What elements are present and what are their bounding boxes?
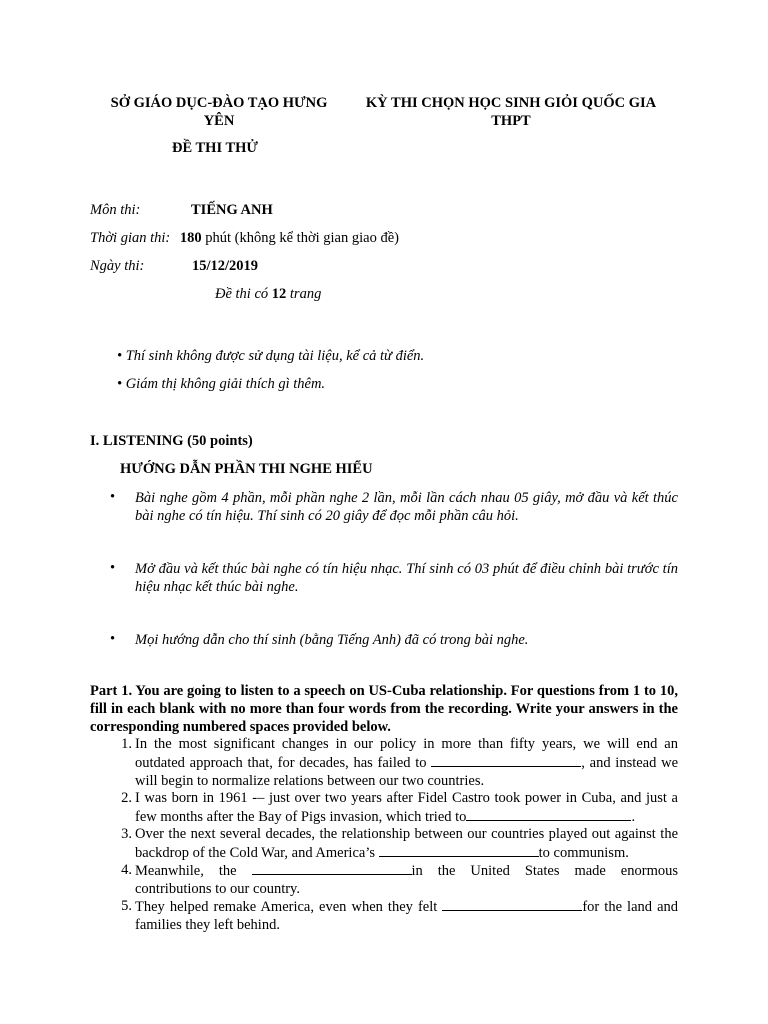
department-header xyxy=(96,94,342,130)
page-count-row xyxy=(215,286,321,303)
instructions-heading: HƯỚNG DẪN PHẦN THI NGHE HIỂU xyxy=(120,461,373,477)
answer-blank-3[interactable] xyxy=(379,843,539,857)
exam-name-header xyxy=(356,94,666,130)
page-count-prefix: Đề thi có xyxy=(215,286,269,302)
instruction-text: Mọi hướng dẫn cho thí sinh (bằng Tiếng Anh) đã có trong bài nghe. xyxy=(135,632,529,648)
subject-label: Môn thi: xyxy=(90,202,141,218)
exam-name-line-2: THPT xyxy=(491,113,531,129)
answer-blank-4[interactable] xyxy=(252,861,412,875)
bullet-icon: • xyxy=(110,560,116,576)
question-text-before: Over the next several decades, the relationship between our countries played out against the backdrop of the Cold War, and America’s xyxy=(135,826,678,861)
question-number: 5. xyxy=(121,898,132,914)
question-text-after: to communism. xyxy=(538,845,629,861)
duration-note: phút (không kể thời gian giao đề) xyxy=(205,230,399,246)
question-text xyxy=(135,825,678,862)
question-text xyxy=(135,789,678,826)
bullet-icon: • xyxy=(110,489,116,505)
question-text-before: In the most significant changes in our policy in more than fifty years, we will end an outdated approach that, for decades, has failed to xyxy=(135,736,678,771)
page-count-suffix: trang xyxy=(289,286,322,302)
question-text-after: for the land and families they left behind. xyxy=(135,899,678,933)
answer-blank-1[interactable] xyxy=(431,753,581,767)
duration-minutes: 180 xyxy=(179,230,202,246)
question-number: 4. xyxy=(121,862,132,878)
trial-exam-label: ĐỀ THI THỬ xyxy=(172,140,258,156)
question-text xyxy=(135,735,678,790)
question-number: 3. xyxy=(121,826,132,842)
question-text-before: They helped remake America, even when they felt xyxy=(135,899,438,915)
question-text-after: , and instead we will begin to normalize relations between our two countries. xyxy=(135,755,678,789)
question-text xyxy=(135,861,678,898)
question-number: 2. xyxy=(121,790,132,806)
duration-label: Thời gian thi: xyxy=(90,230,171,246)
duration-row xyxy=(90,230,399,247)
department-line-2: YÊN xyxy=(203,113,235,129)
instruction-text: Mở đầu và kết thúc bài nghe có tín hiệu nhạc. Thí sinh có 03 phút để điều chỉnh bài trước tín hiệu nhạc kết thúc bài nghe. xyxy=(135,561,678,595)
note-no-explanation: • Giám thị không giải thích gì thêm. xyxy=(117,376,326,392)
note-no-materials: • Thí sinh không được sử dụng tài liệu, kể cả từ điển. xyxy=(117,348,425,364)
question-text-before: Meanwhile, the xyxy=(135,863,237,879)
question-text-before: I was born in 1961 -– just over two years after Fidel Castro took power in Cuba, and just a few months after the Bay of Pigs invasion, which tried to xyxy=(135,790,678,825)
exam-name-line-1: KỲ THI CHỌN HỌC SINH GIỎI QUỐC GIA xyxy=(365,95,657,111)
question-text-after: in the United States made enormous contributions to our country. xyxy=(135,863,678,897)
instruction-text: Bài nghe gồm 4 phần, mỗi phần nghe 2 lần, mỗi lần cách nhau 05 giây, mở đầu và kết thúc bài nghe có tín hiệu. Thí sinh có 20 giây để đọc mỗi phần câu hỏi. xyxy=(135,490,678,524)
date-label: Ngày thi: xyxy=(90,258,145,274)
bullet-icon: • xyxy=(110,631,116,647)
subject-value: TIẾNG ANH xyxy=(191,202,273,218)
department-line-1: SỞ GIÁO DỤC-ĐÀO TẠO HƯNG xyxy=(110,95,328,111)
answer-blank-2[interactable] xyxy=(466,807,631,821)
question-text-after: . xyxy=(631,809,636,825)
answer-blank-5[interactable] xyxy=(442,897,582,911)
section-title: I. LISTENING (50 points) xyxy=(90,433,253,449)
question-number: 1. xyxy=(121,736,132,752)
date-value: 15/12/2019 xyxy=(192,258,259,274)
page-count-number: 12 xyxy=(271,286,287,302)
part1-intro: Part 1. You are going to listen to a speech on US-Cuba relationship. For questions from 1 to 10, fill in each blank with no more than four words from the recording. Write your answers in the corresponding numbered spaces provided below. xyxy=(90,683,678,735)
question-text xyxy=(135,897,678,934)
